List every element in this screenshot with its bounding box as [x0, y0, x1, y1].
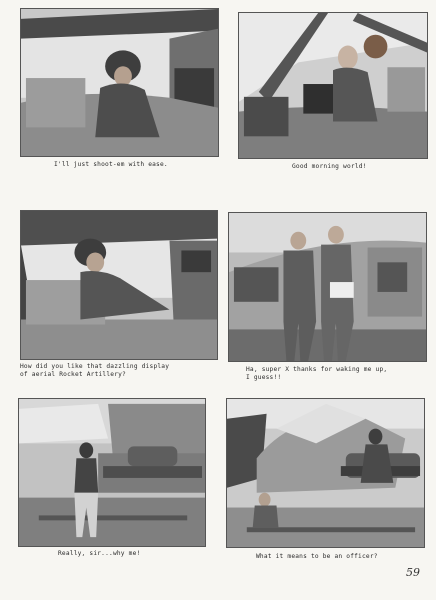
photo-caption: What it means to be an officer?: [256, 553, 378, 560]
page-number: 59: [406, 566, 420, 579]
photo-caption: How did you like that dazzling display of aerial Rocket Artillery?: [20, 363, 170, 378]
photo-pilot-helmet-cockpit: [20, 8, 219, 157]
photo-shirtless-soldier-rockets: [18, 398, 206, 547]
photo-officer-seated-helicopter: [226, 398, 425, 548]
photo-pilot-helmet-rockets: [20, 210, 218, 360]
photo-caption: I'll just shoot-em with ease.: [54, 161, 168, 168]
photo-caption: Ha, super X thanks for waking me up, I guess!!: [246, 366, 388, 381]
photo-two-crew-standing: [228, 212, 427, 362]
photo-smiling-crewman-cockpit: [238, 12, 428, 159]
photo-caption: Good morning world!: [292, 163, 367, 170]
photo-caption: Really, sir...why me!: [58, 550, 141, 557]
